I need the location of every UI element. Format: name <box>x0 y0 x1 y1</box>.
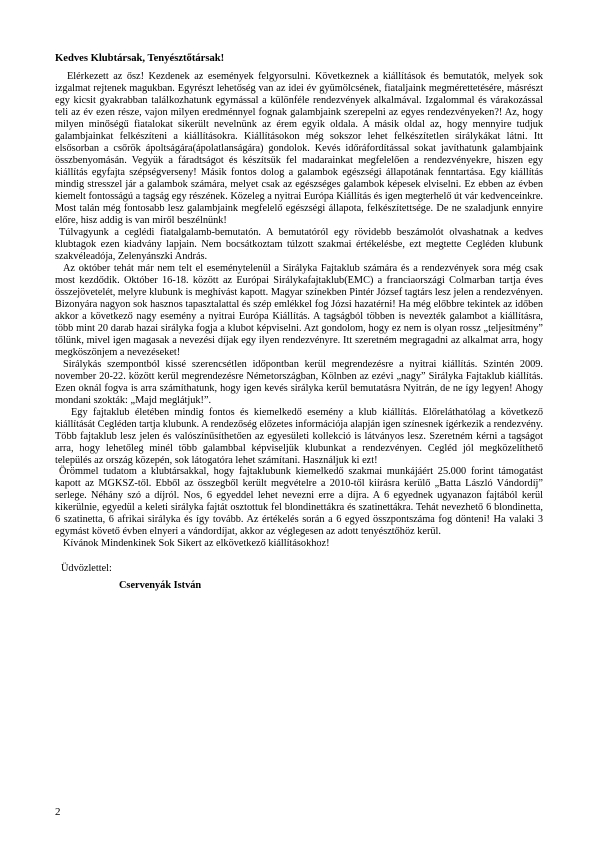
letter-page <box>55 52 543 592</box>
paragraph-nyitra-cologne: Sirálykás szempontból kissé szerencsétlen időpontban kerül megrendezésre a nyitrai kiállítás. Szintén 2009. november 20-22. között kerül megrendezésre Németországban, Kölnben az ezévi „nagy” Sirályka Fajtaklub kiállítás. Ezen oknál fogva is arra számíthatunk, hogy igen kevés sirályka kerül bemutatásra Nyitrán, de ne így legyen! Ahogy mondani szokták: „Majd meglátjuk!”. <box>55 358 543 406</box>
paragraph-autumn-events: Elérkezett az ősz! Kezdenek az események felgyorsulni. Következnek a kiállítások és bemutatók, melyek sok izgalmat rejtenek magukban. Egyrészt lehetőség van az idei év gyümölcsének, fiataljaink megmérettetésére, másrészt egy kicsit gyakrabban találkozhatunk egymással a különféle rendezvények alkalmával. Izgalommal és várakozással teli az év ezen része, vajon milyen eredménnyel fognak galambjaink szerepelni az egyes rendezvényeken?! Az, hogy milyen minőségű fiatalokat sikerült nevelnünk az érem egyik oldala. A másik oldal az, hogy mennyire tudjuk galambjainkat felkészíteni a kiállításokra. Kiállításokon még sokszor lehet felkészítetlen sirálykákat látni. Itt elsősorban a csőrök ápoltságára(ápolatlanságára) gondolok. Kevés időráfordítással sokat javíthatunk galambjaink összbenyomásán. Vegyük a fáradtságot és készítsük fel madarainkat megfelelően a rendezvényekre, hiszen egy kiállítás egyfajta szépségverseny! Másik fontos dolog a galambok egészségi állapotának fenntartása. Egy kiállítás mindig stresszel jár a galambok számára, melyet csak az egészséges galambok képesek elviselni. Ez ebben az évben kiemelt fontosságú a tagság egy részének. Közeleg a nyitrai Európa Kiállítás és igen megterhelő út vár kedvenceinkre. Most talán még fontosabb lesz galambjaink megfelelő egészségi állapota, felkészítettsége. De ne szaladjunk ennyire előre, hisz addig is van miről beszélnünk! <box>55 71 543 226</box>
signature: Cservenyák István <box>119 580 202 592</box>
paragraph-trophy: Örömmel tudatom a klubtársakkal, hogy fajtaklubunk kiemelkedő szakmai munkájáért 25.000 forint támogatást kapott az MGKSZ-től. Ebből az összegből került megvételre a 2010-től kiírásra kerülő „Batta László Vándordíj” serlege. Néhány szó a díjról. Nos, 6 egyeddel lehet nevezni erre a díjra. A 6 egyednek ugyanazon fajtából kerül kikerülnie, egyedül a keleti sirályka fajtát osztottuk fel blondinettákra és szatinettákra. Tehát nevezhető 6 blondinetta, 6 szatinetta, 6 afrikai sirályka és így tovább. Az értékelés során a 6 egyed összpontszáma fog dönteni! Ha valaki 3 egymást követő évben elnyeri a vándordíjat, akkor az véglegesen az adott tenyésztőhöz kerül. <box>55 466 543 538</box>
greeting: Üdvözlettel: <box>61 563 112 575</box>
letter-body <box>55 71 543 550</box>
letter-title: Kedves Klubtársak, Tenyésztőtársak! <box>55 53 225 64</box>
page-number: 2 <box>55 806 61 818</box>
paragraph-october-events: Az október tehát már nem telt el eseménytelenül a Sirályka Fajtaklub számára és a rendezvények sora még csak most kezdődik. Október 16-18. között az Európai Sirálykafajtaklub(EMC) a franciaországi Colmarban tartja éves összejövetelét, melyre klubunk is meghívást kapott. Magyar színekben Pintér József tagtárs lesz jelen a rendezvényen. Bizonyára nagyon sok hasznos tapasztalattal és szép emlékkel fog Józsi hazatérni! Ha még előbbre tekintek az időben akkor a következő nagy esemény a nyitrai Európa Kiállítás. A tagságból többen is nevezték galambot a kiállításra, több mint 20 darab hazai sirályka fogja a klubot képviselni. Azt gondolom, hogy ez nem is olyan rossz „teljesítmény” tőlünk, mivel igen magasak a nevezési díjak egy ilyen rendezvényre. Itt szeretném megragadni az alkalmat arra, hogy megköszönjem a nevezéseket! <box>55 262 543 358</box>
paragraph-cegled-show: Túlvagyunk a ceglédi fiatalgalamb-bemutatón. A bemutatóról egy rövidebb beszámolót olvashatnak a kedves klubtagok ezen kiadvány lapjain. Nem bocsátkoztam túlzott szakmai értékelésbe, ezt megtette Cegléden klubunk szakvéleadója, Zelenyánszki András. <box>55 226 543 262</box>
paragraph-closing-wish: Kívánok Mindenkinek Sok Sikert az elkövetkező kiállításokhoz! <box>63 538 330 550</box>
paragraph-club-show: Egy fajtaklub életében mindig fontos és kiemelkedő esemény a klub kiállítás. Előreláthatólag a következő kiállítását Cegléden tartja klubunk. A rendezőség előzetes információja alapján igen színesnek ígérkezik a rendezvény. Több fajtaklub lesz jelen és valószínűsíthetően az egyesületi kollekció is látványos lesz. Szeretném kérni a tagságot arra, hogy lehetőleg minél több galambbal képviseljük klubunkat a rendezvényen. Cegléd jól megközelíthető település az ország közepén, sok látogatóra lehet számítani. Használjuk ki ezt! <box>55 406 543 466</box>
